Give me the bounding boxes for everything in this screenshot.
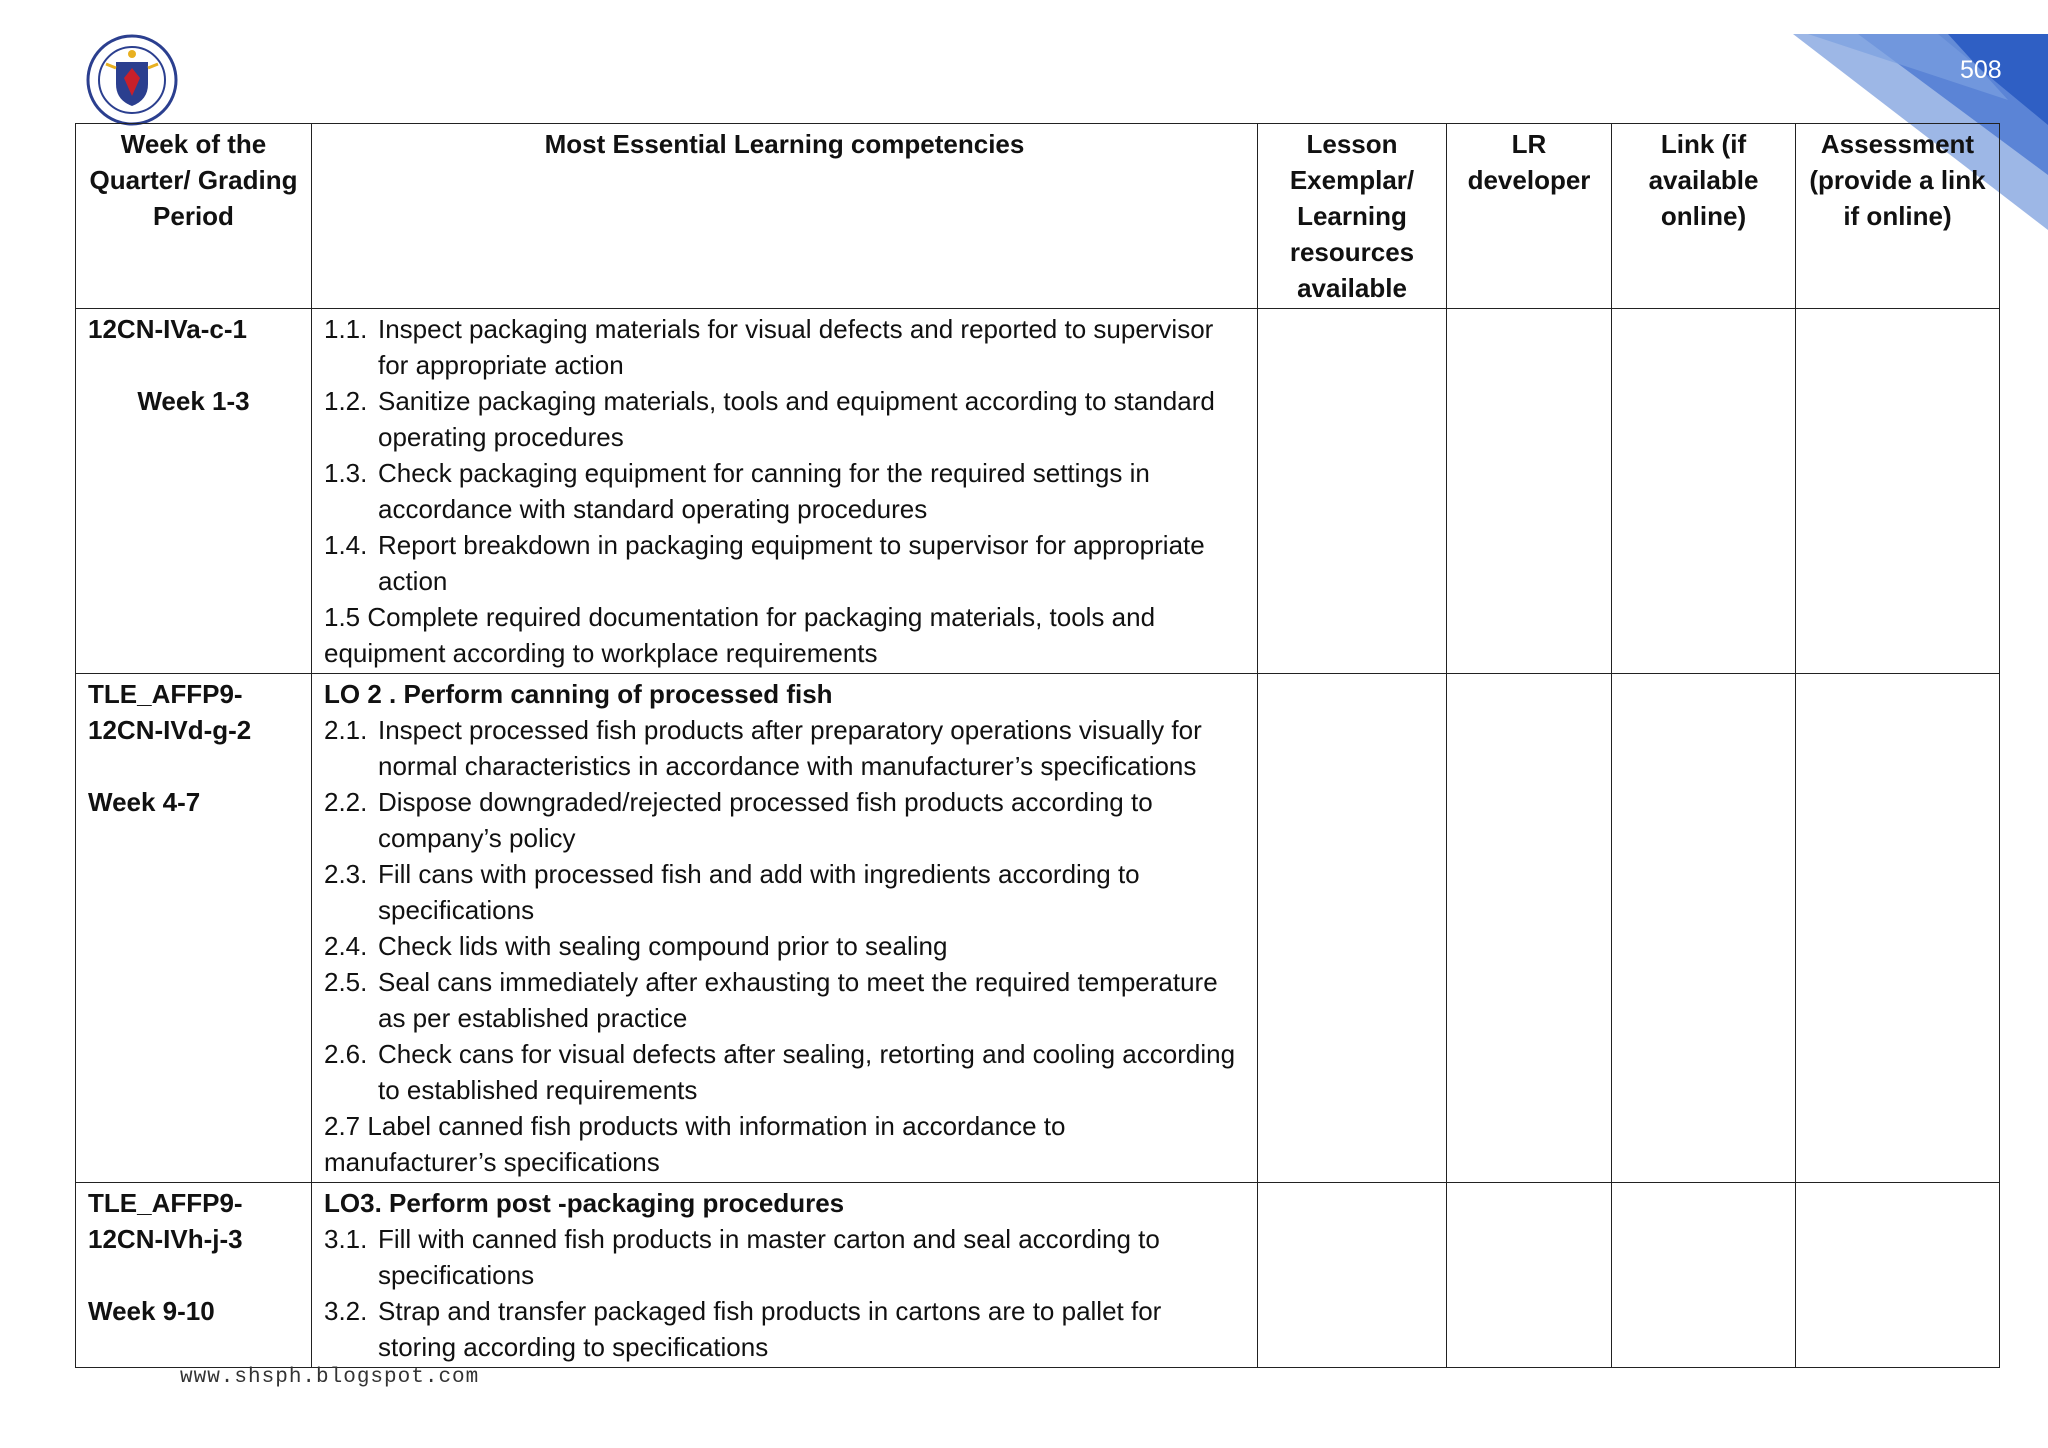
week-label: Week 1-3	[137, 386, 250, 416]
competency-code: TLE_AFFP9-	[88, 679, 243, 709]
column-header-competencies: Most Essential Learning competencies	[312, 124, 1258, 309]
list-item: 2.6. Check cans for visual defects after sealing, retorting and cooling according to established requirements	[324, 1039, 1236, 1105]
competency-code: 12CN-IVh-j-3	[88, 1224, 243, 1254]
lr-developer-cell	[1447, 674, 1612, 1183]
list-item: 1.2. Sanitize packaging materials, tools and equipment according to standard operating procedures	[324, 386, 1215, 452]
assessment-cell	[1796, 674, 2000, 1183]
list-item-trailing: 2.7 Label canned fish products with information in accordance to manufacturer’s specifications	[324, 1111, 1066, 1177]
table-row	[76, 674, 2000, 1183]
week-label: Week 4-7	[88, 787, 201, 817]
list-item: 1.4. Report breakdown in packaging equipment to supervisor for appropriate action	[324, 530, 1205, 596]
footer-url: www.shsph.blogspot.com	[180, 1366, 480, 1389]
assessment-cell	[1796, 309, 2000, 674]
list-item-trailing: 1.5 Complete required documentation for packaging materials, tools and equipment according to workplace requirements	[324, 602, 1156, 668]
column-header-week: Week of the Quarter/ Grading Period	[76, 124, 312, 309]
list-item: 2.5. Seal cans immediately after exhausting to meet the required temperature as per established practice	[324, 967, 1218, 1033]
table-row	[76, 1183, 2000, 1368]
competencies-cell	[312, 309, 1258, 674]
column-header-lr-developer: LR developer	[1447, 124, 1612, 309]
list-item: 1.1. Inspect packaging materials for visual defects and reported to supervisor for appropriate action	[324, 314, 1214, 380]
list-item: 2.3. Fill cans with processed fish and add with ingredients according to specifications	[324, 859, 1140, 925]
competency-code: TLE_AFFP9-	[88, 1188, 243, 1218]
code-cell	[76, 1183, 312, 1368]
list-item: 2.1. Inspect processed fish products after preparatory operations visually for normal characteristics in accordance with manufacturer’s specifications	[324, 715, 1202, 781]
competency-code: 12CN-IVa-c-1	[88, 314, 247, 344]
list-item: 2.2. Dispose downgraded/rejected processed fish products according to company’s policy	[324, 787, 1153, 853]
list-item: 3.2. Strap and transfer packaged fish products in cartons are to pallet for storing according to specifications	[324, 1296, 1162, 1362]
link-cell	[1612, 674, 1796, 1183]
code-cell	[76, 309, 312, 674]
table-header-row	[76, 124, 2000, 309]
column-header-lesson-exemplar: Lesson Exemplar/ Learning resources available	[1258, 124, 1447, 309]
link-cell	[1612, 1183, 1796, 1368]
week-label: Week 9-10	[88, 1296, 215, 1326]
lr-developer-cell	[1447, 1183, 1612, 1368]
deped-seal-icon	[86, 34, 178, 126]
competency-code: 12CN-IVd-g-2	[88, 715, 252, 745]
competencies-cell	[312, 674, 1258, 1183]
link-cell	[1612, 309, 1796, 674]
lesson-exemplar-cell	[1258, 674, 1447, 1183]
lesson-exemplar-cell	[1258, 309, 1447, 674]
learning-outcome-heading: LO3. Perform post -packaging procedures	[324, 1188, 845, 1218]
page-number: 508	[1960, 56, 2002, 84]
list-item: 1.3. Check packaging equipment for canning for the required settings in accordance with standard operating procedures	[324, 458, 1150, 524]
lesson-exemplar-cell	[1258, 1183, 1447, 1368]
assessment-cell	[1796, 1183, 2000, 1368]
column-header-assessment: Assessment (provide a link if online)	[1796, 124, 2000, 309]
code-cell	[76, 674, 312, 1183]
learning-outcome-heading: LO 2 . Perform canning of processed fish	[324, 679, 833, 709]
lr-developer-cell	[1447, 309, 1612, 674]
column-header-link: Link (if available online)	[1612, 124, 1796, 309]
list-item: 3.1. Fill with canned fish products in master carton and seal according to specifications	[324, 1224, 1160, 1290]
list-item: 2.4. Check lids with sealing compound prior to sealing	[324, 931, 948, 961]
table-row	[76, 309, 2000, 674]
mel-table	[75, 123, 2000, 1368]
competencies-cell	[312, 1183, 1258, 1368]
